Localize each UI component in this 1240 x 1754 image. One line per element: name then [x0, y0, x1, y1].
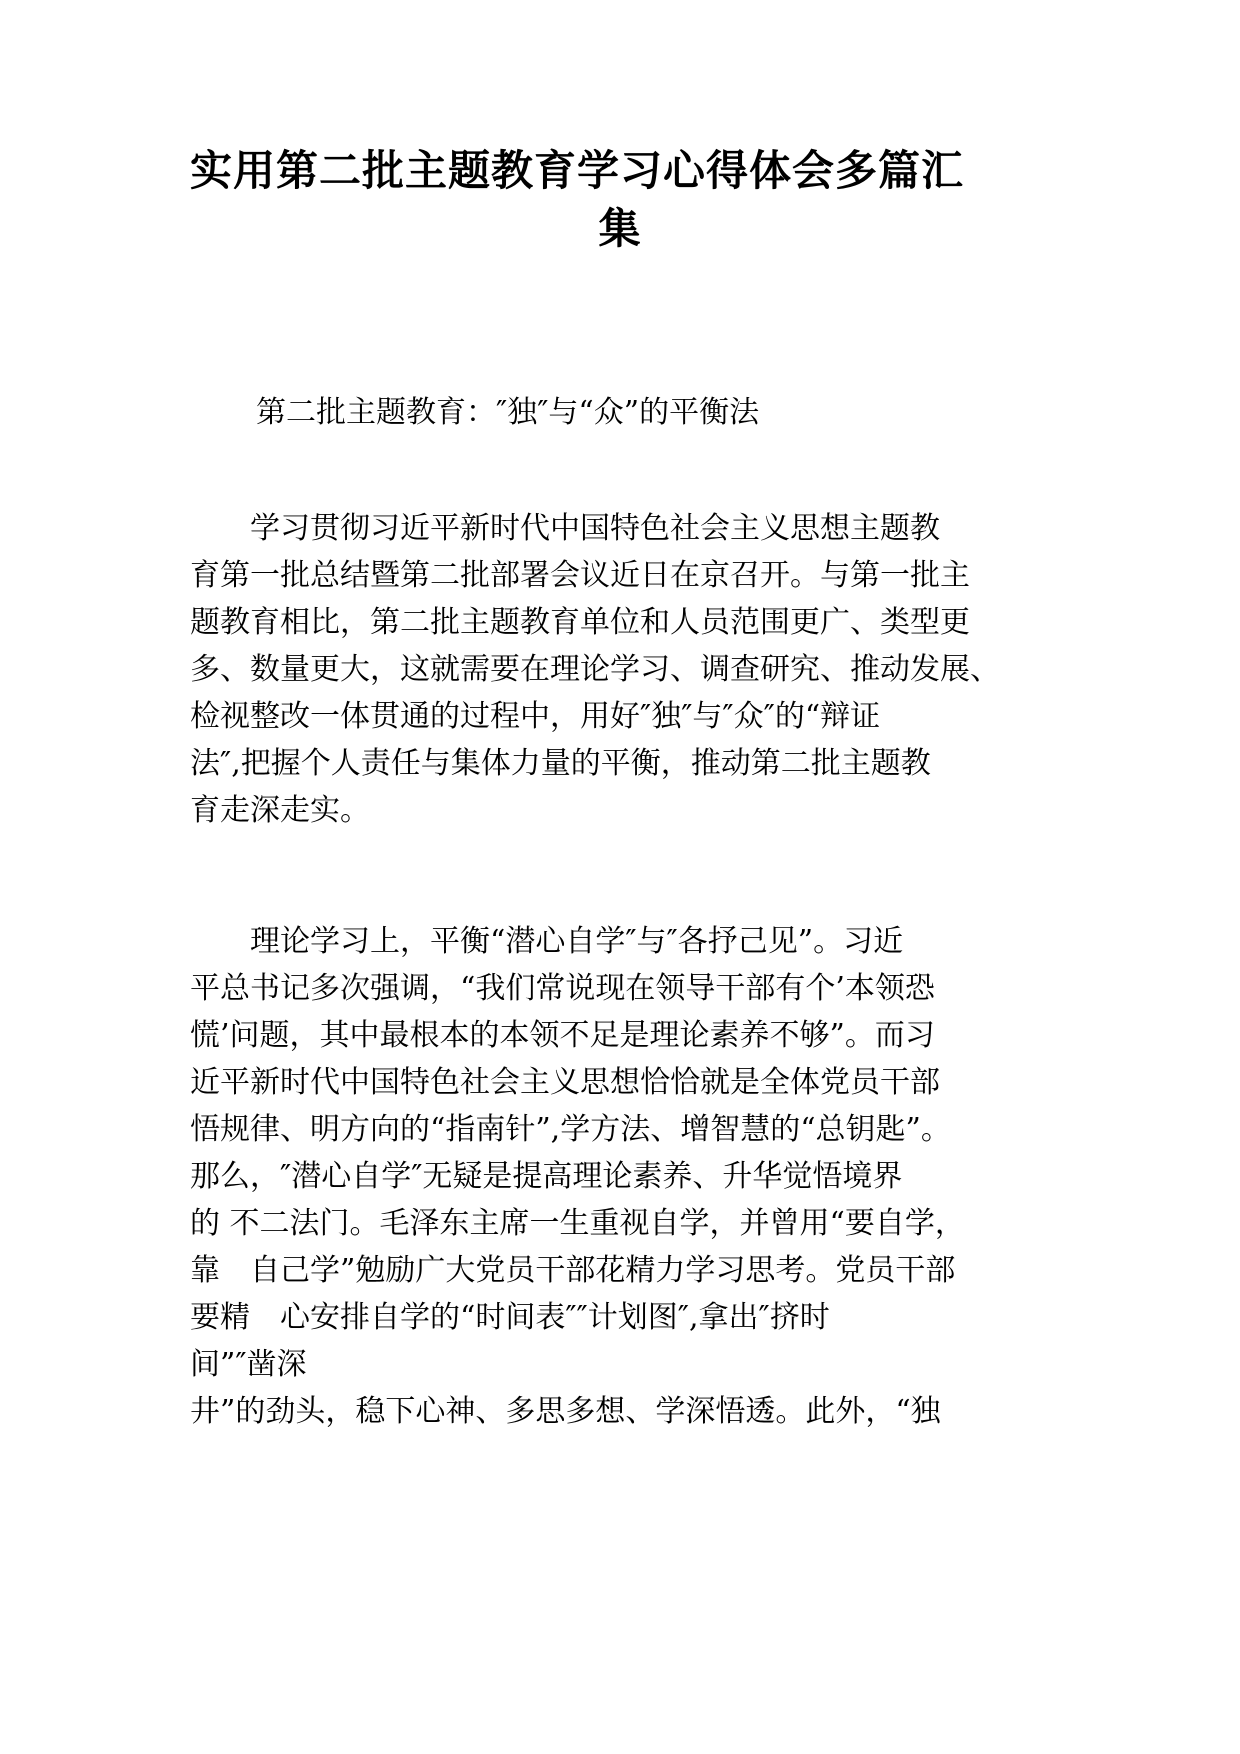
paragraph-line: 多、数量更大，这就需要在理论学习、调查研究、推动发展、: [190, 652, 1000, 687]
body-paragraph-intro: [190, 505, 1000, 834]
section-subtitle: 第二批主题教育：″独″与“众”的平衡法: [256, 395, 760, 430]
paragraph-line: 学习贯彻习近平新时代中国特色社会主义思想主题教: [190, 511, 940, 546]
paragraph-line: 近平新时代中国特色社会主义思想恰恰就是全体党员干部: [190, 1065, 940, 1100]
document-title: [190, 142, 1050, 258]
paragraph-line: 的 不二法门。毛泽东主席一生重视自学，并曾用“要自学，: [190, 1206, 965, 1241]
paragraph-line: 平总书记多次强调，“我们常说现在领导干部有个’本领恐: [190, 971, 935, 1006]
paragraph-line: 那么，″潜心自学″无疑是提高理论素养、升华觉悟境界: [190, 1159, 903, 1194]
paragraph-line: 理论学习上，平衡“潜心自学″与″各抒己见”。习近: [190, 924, 904, 959]
paragraph-line: 育第一批总结暨第二批部署会议近日在京召开。与第一批主: [190, 558, 970, 593]
paragraph-line: 靠 自己学”勉励广大党员干部花精力学习思考。党员干部: [190, 1253, 956, 1288]
paragraph-line: 悟规律、明方向的“指南针”,学方法、增智慧的“总钥匙”。: [190, 1112, 951, 1147]
paragraph-line: 井”的劲头，稳下心神、多思多想、学深悟透。此外，“独: [190, 1394, 941, 1429]
title-line: 集: [598, 204, 642, 253]
paragraph-line: 慌’问题，其中最根本的本领不足是理论素养不够”。而习: [190, 1018, 935, 1053]
paragraph-line: 要精 心安排自学的“时间表″″计划图″,拿出″挤时: [190, 1300, 830, 1335]
paragraph-line: 检视整改一体贯通的过程中，用好″独″与″众″的“辩证: [190, 699, 881, 734]
title-line: 实用第二批主题教育学习心得体会多篇汇: [190, 146, 965, 195]
paragraph-line: 间”″凿深: [190, 1347, 307, 1382]
paragraph-line: 育走深走实。: [190, 793, 370, 828]
paragraph-line: 法″,把握个人责任与集体力量的平衡，推动第二批主题教: [190, 746, 931, 781]
body-paragraph-theory-study: [190, 918, 965, 1435]
paragraph-line: 题教育相比，第二批主题教育单位和人员范围更广、类型更: [190, 605, 970, 640]
